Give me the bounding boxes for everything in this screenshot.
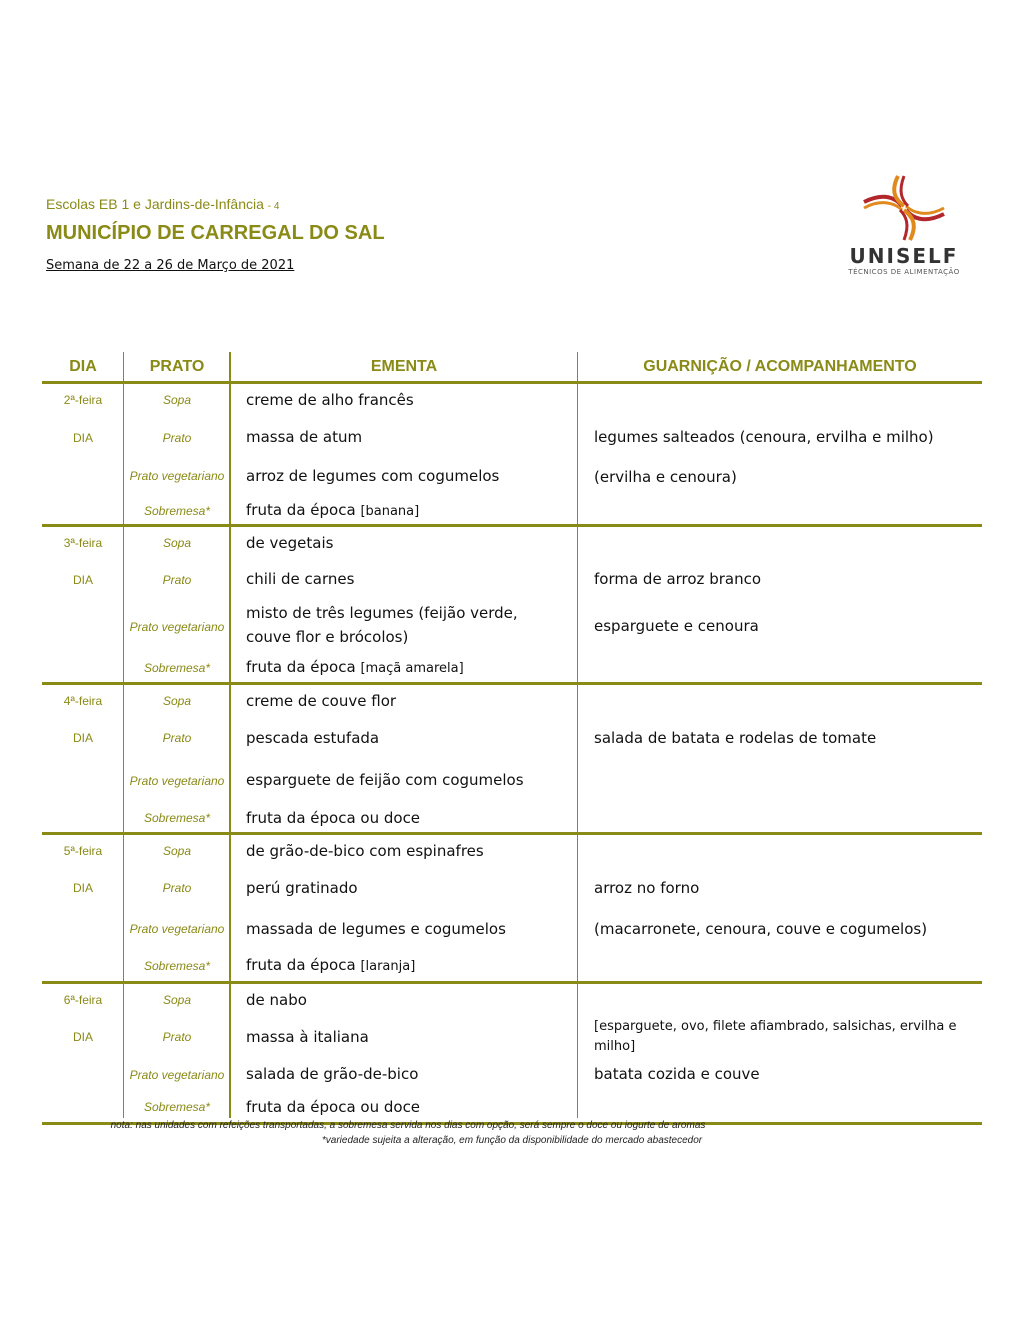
footnote-variety: *variedade sujeita a alteração, em função da disponibilidade do mercado abastecedor (321, 1135, 703, 1146)
day-label: DIA (72, 1030, 93, 1044)
course-label: Prato vegetariano (129, 1068, 225, 1082)
header-dia: DIA (69, 358, 97, 375)
menu-item: creme de alho francês (246, 391, 414, 409)
course-label: Prato (162, 1030, 192, 1044)
side-dish: arroz no forno (594, 879, 700, 897)
day-block (42, 384, 982, 527)
course-label: Sopa (162, 993, 192, 1007)
course-label: Prato (162, 881, 192, 895)
page-title: MUNICÍPIO DE CARREGAL DO SAL (46, 222, 385, 244)
course-label: Sobremesa* (143, 959, 211, 973)
day-block (42, 984, 982, 1125)
course-label: Prato vegetariano (129, 620, 225, 634)
day-name: 5ª-feira (63, 844, 103, 858)
menu-item: salada de grão-de-bico (246, 1065, 419, 1083)
course-label: Sopa (162, 844, 192, 858)
menu-item: chili de carnes (246, 570, 355, 588)
course-label: Prato (162, 573, 192, 587)
day-block (42, 527, 982, 685)
menu-item: fruta da época [banana] (246, 501, 420, 519)
side-dish: (macarronete, cenoura, couve e cogumelos) (594, 920, 928, 938)
menu-item: perú gratinado (246, 879, 358, 897)
menu-item: misto de três legumes (feijão verde, couve flor e brócolos) (246, 604, 518, 646)
side-dish: batata cozida e couve (594, 1065, 760, 1083)
menu-item: de vegetais (246, 534, 334, 552)
course-label: Prato vegetariano (129, 922, 225, 936)
menu-item: de grão-de-bico com espinafres (246, 842, 484, 860)
logo-name: UNISELF (849, 244, 959, 268)
side-dish: salada de batata e rodelas de tomate (594, 729, 877, 747)
course-label: Sobremesa* (143, 661, 211, 675)
menu-item: massada de legumes e cogumelos (246, 920, 506, 938)
day-label: DIA (72, 431, 93, 445)
day-name: 2ª-feira (63, 393, 103, 407)
menu-item: arroz de legumes com cogumelos (246, 467, 500, 485)
side-dish: forma de arroz branco (594, 570, 762, 588)
menu-item: massa de atum (246, 428, 363, 446)
logo-tagline: TÉCNICOS DE ALIMENTAÇÃO (848, 268, 960, 276)
course-label: Sobremesa* (143, 1100, 211, 1114)
day-name: 6ª-feira (63, 993, 103, 1007)
menu-table (42, 352, 982, 1125)
course-label: Prato vegetariano (129, 774, 225, 788)
day-label: DIA (72, 731, 93, 745)
course-label: Sobremesa* (143, 504, 211, 518)
header-guarnicao: GUARNIÇÃO / ACOMPANHAMENTO (643, 358, 917, 375)
course-label: Prato (162, 731, 192, 745)
school-subtitle: Escolas EB 1 e Jardins-de-Infância - 4 (46, 196, 280, 212)
side-dish: (ervilha e cenoura) (594, 468, 737, 486)
course-label: Sobremesa* (143, 811, 211, 825)
menu-item: fruta da época [laranja] (246, 956, 416, 974)
menu-item: fruta da época ou doce (246, 809, 421, 827)
course-label: Sopa (162, 393, 192, 407)
menu-item: creme de couve flor (246, 692, 397, 710)
course-label: Sopa (162, 694, 192, 708)
course-label: Sopa (162, 536, 192, 550)
day-block (42, 835, 982, 984)
menu-item: fruta da época [maçã amarela] (246, 658, 464, 676)
menu-item: fruta da época ou doce (246, 1098, 421, 1116)
menu-item: de nabo (246, 991, 307, 1009)
side-dish: [esparguete, ovo, filete afiambrado, salsichas, ervilha e milho] (594, 1019, 957, 1054)
course-label: Prato vegetariano (129, 469, 225, 483)
day-label: DIA (72, 573, 93, 587)
menu-item: massa à italiana (246, 1028, 369, 1046)
day-label: DIA (72, 881, 93, 895)
side-dish: esparguete e cenoura (594, 617, 759, 635)
menu-item: pescada estufada (246, 729, 380, 747)
header-ementa: EMENTA (370, 358, 438, 375)
week-range: Semana de 22 a 26 de Março de 2021 (46, 258, 295, 273)
header-prato: PRATO (149, 358, 205, 375)
day-name: 3ª-feira (63, 536, 103, 550)
table-header (42, 352, 982, 384)
menu-item: esparguete de feijão com cogumelos (246, 771, 524, 789)
course-label: Prato (162, 431, 192, 445)
day-name: 4ª-feira (63, 694, 103, 708)
footnote-transport: nota: nas unidades com refeições transportadas, a sobremesa servida nos dias com opção, será sempre o doce ou iogurte de aromas (110, 1120, 706, 1131)
side-dish: legumes salteados (cenoura, ervilha e milho) (594, 428, 934, 446)
day-block (42, 685, 982, 835)
